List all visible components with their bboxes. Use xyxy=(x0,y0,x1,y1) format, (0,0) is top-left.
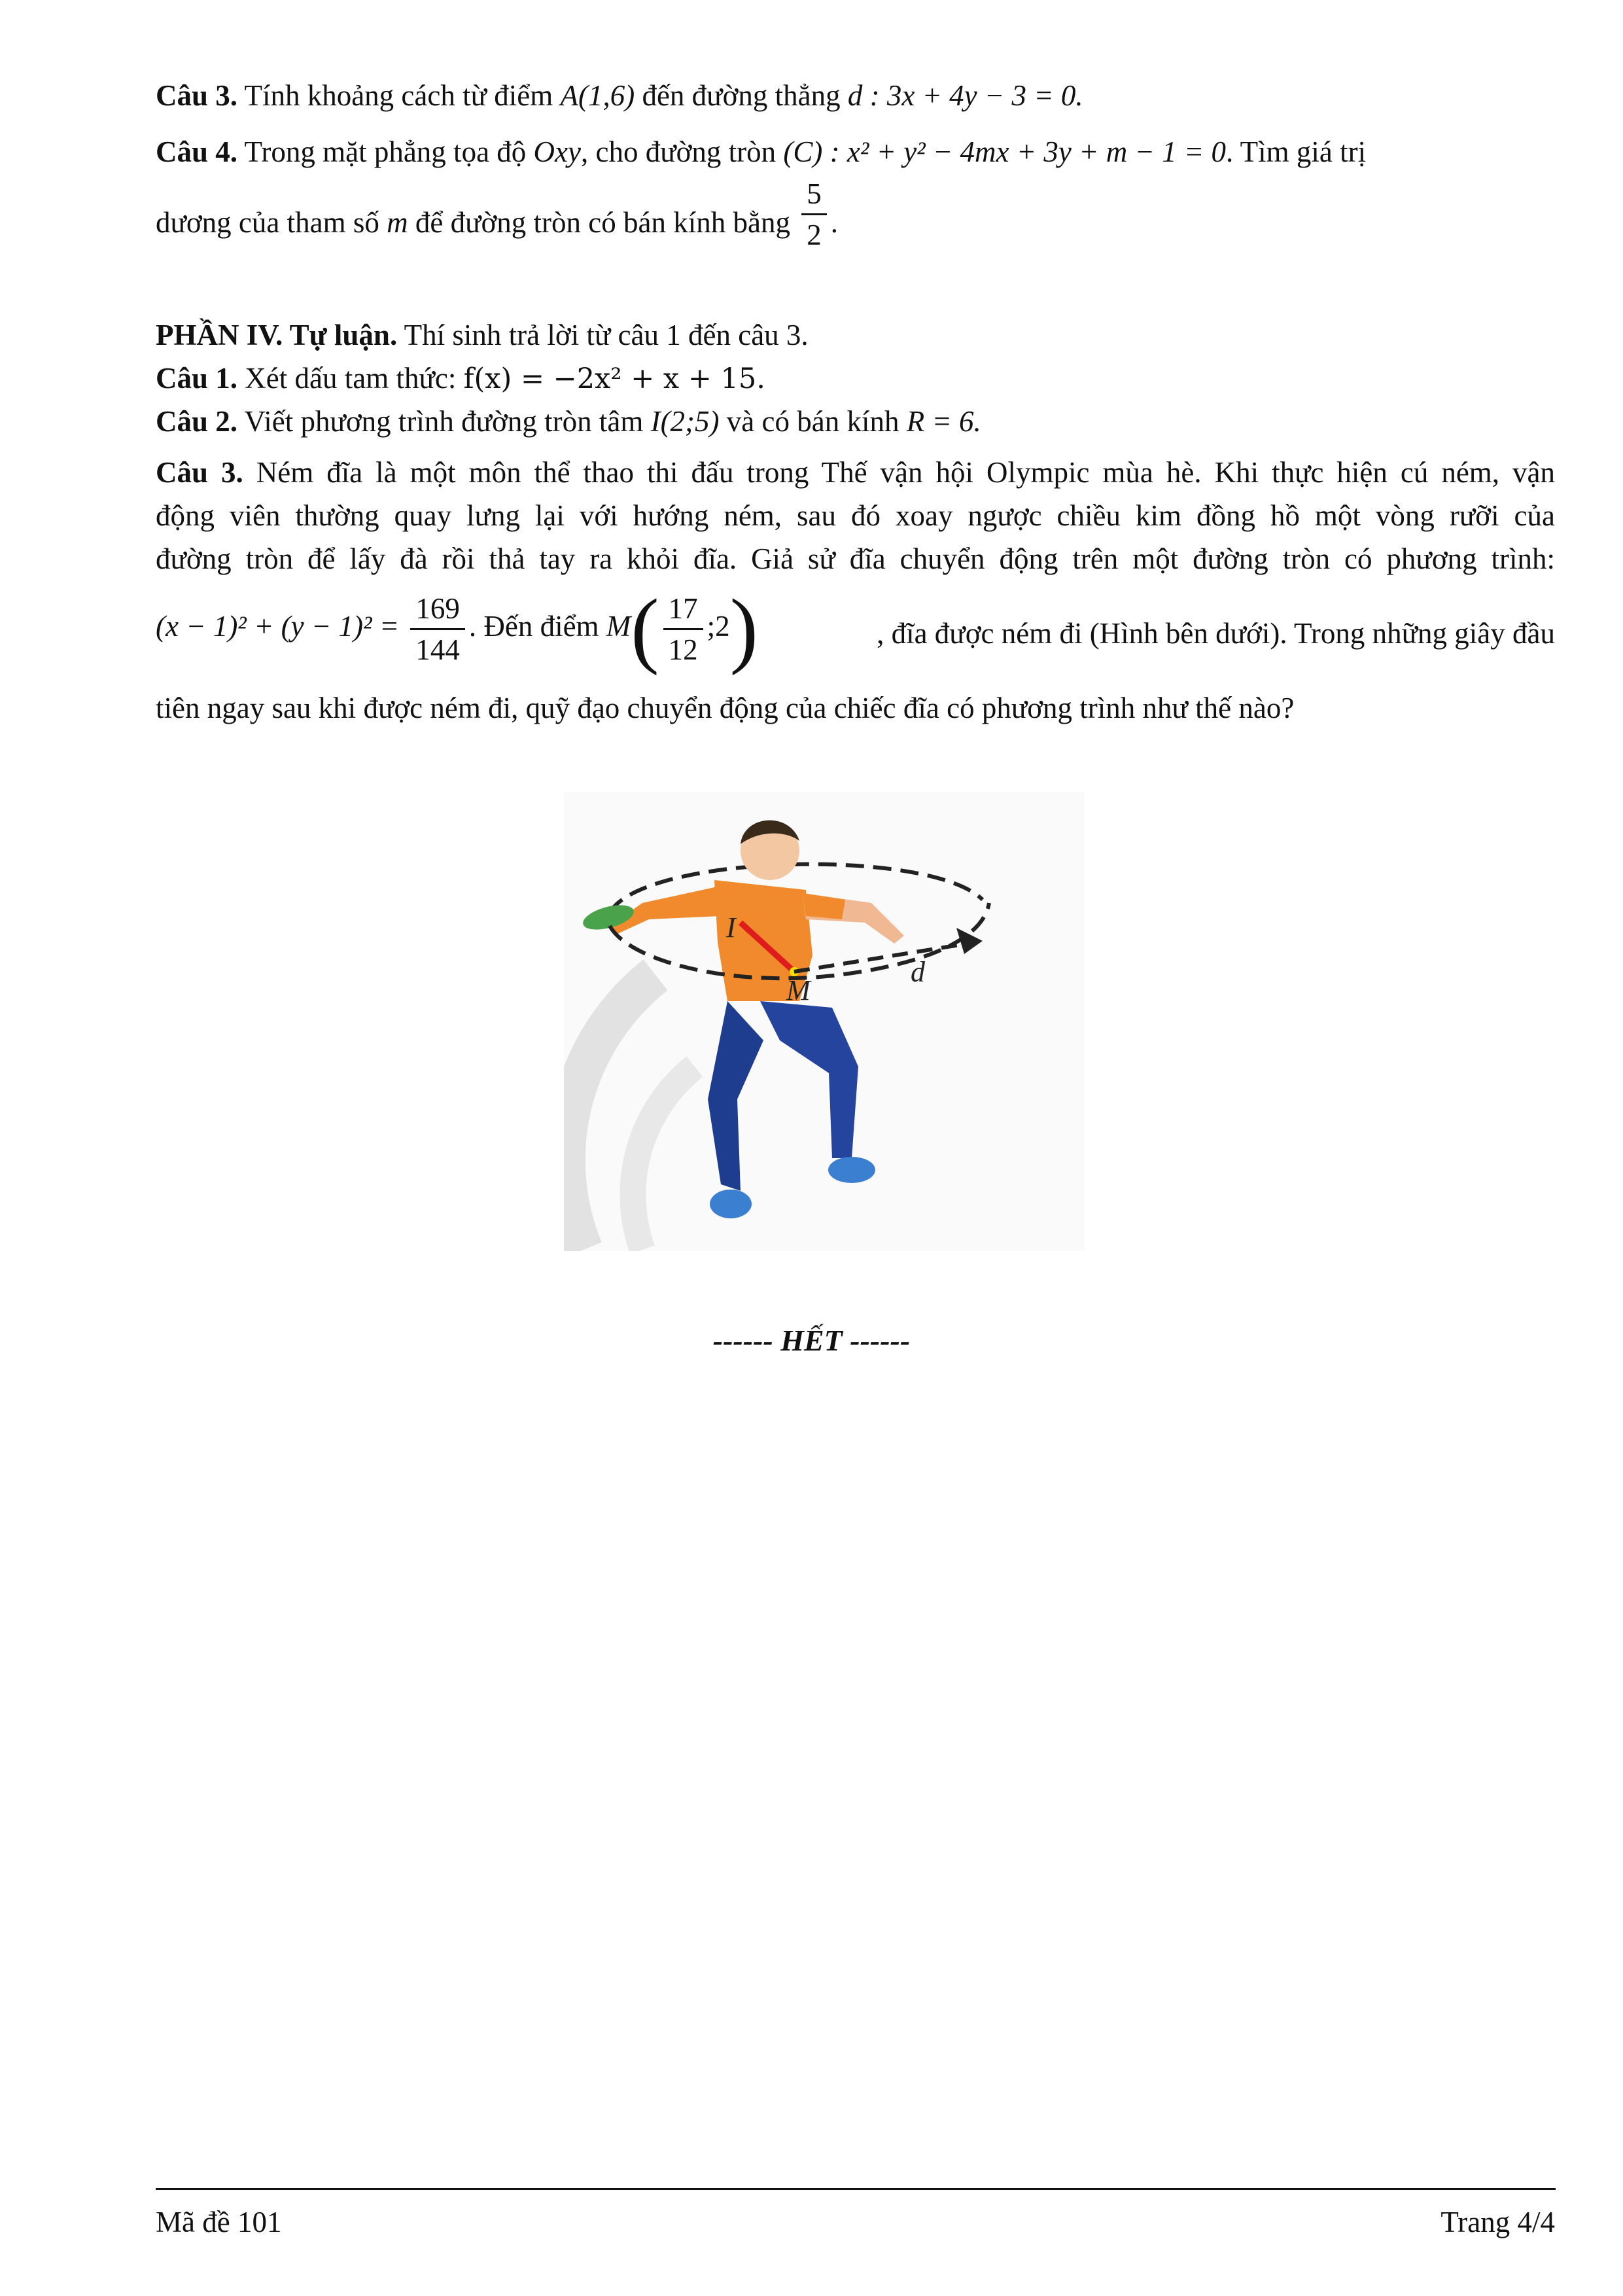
line-d: d : 3x + 4y − 3 = 0. xyxy=(847,79,1083,112)
shoe-icon xyxy=(710,1190,752,1218)
discus-thrower-figure xyxy=(564,792,1085,1251)
essay-question-3-line-1: Câu 3. Ném đĩa là một môn thể thao thi đấu trong Thế vận hội Olympic mùa hè. Khi thực hiện cú ném, vận xyxy=(156,456,1555,489)
label-d: d xyxy=(911,956,925,988)
fraction-17-12: $\frac{17}{12}$ xyxy=(663,589,703,669)
question-3: Câu 3. Tính khoảng cách từ điểm A(1,6) đến đường thẳng d : 3x + 4y − 3 = 0. xyxy=(156,79,1083,112)
essay-question-3-line-2: động viên thường quay lưng lại với hướng ném, sau đó xoay ngược chiều kim đồng hồ một vòng rưỡi của xyxy=(156,499,1555,532)
essay-question-3-line-3: đường tròn để lấy đà rồi thả tay ra khỏi đĩa. Giả sử đĩa chuyển động trên một đường tròn có phương trình: xyxy=(156,542,1555,575)
label-M: M xyxy=(786,974,811,1006)
essay-question-3-line-5: tiên ngay sau khi được ném đi, quỹ đạo chuyển động của chiếc đĩa có phương trình như thế nào? xyxy=(156,692,1295,724)
essay-question-3-line-4: (x − 1)² + (y − 1)² = $\frac{169}{144}$ . Đến điểm M( $\frac{17}{12}$ ;2) , đĩa được ném đi (Hình bên dưới). Trong những giây đầu xyxy=(156,582,1555,677)
page-number: Trang 4/4 xyxy=(1440,2206,1555,2238)
circle-equation: (C) : x² + y² − 4mx + 3y + m − 1 = 0 xyxy=(783,135,1226,168)
disc-circle-equation: (x − 1)² + (y − 1)² = xyxy=(156,609,400,643)
question-4-line-2: dương của tham số m để đường tròn có bán kính bằng $\frac{5}{2}$ . xyxy=(156,196,1555,255)
exam-code: Mã đề 101 xyxy=(156,2206,282,2238)
footer-divider xyxy=(156,2188,1556,2190)
question-label: Câu 4. xyxy=(156,135,238,168)
fraction-5-2: $\frac{5}{2}$ xyxy=(801,174,827,255)
part-4-heading: PHẦN IV. Tự luận. Thí sinh trả lời từ câu 1 đến câu 3. xyxy=(156,319,809,351)
fraction-169-144: $\frac{169}{144}$ xyxy=(410,589,465,669)
point-A: A(1,6) xyxy=(560,79,635,112)
quadratic-expression: f(x) = −2x² + x + 15. xyxy=(463,362,765,395)
label-I: I xyxy=(726,911,736,944)
essay-question-1: Câu 1. Xét dấu tam thức: f(x) = −2x² + x + 15. xyxy=(156,362,765,395)
question-label: Câu 3. xyxy=(156,79,238,112)
end-marker: ------ HẾT ------ xyxy=(712,1324,911,1357)
essay-question-2: Câu 2. Viết phương trình đường tròn tâm I(2;5) và có bán kính R = 6. xyxy=(156,405,981,438)
question-4: Câu 4. Trong mặt phẳng tọa độ Oxy, cho đường tròn (C) : x² + y² − 4mx + 3y + m − 1 = 0. Tìm giá trị xyxy=(156,135,1367,168)
